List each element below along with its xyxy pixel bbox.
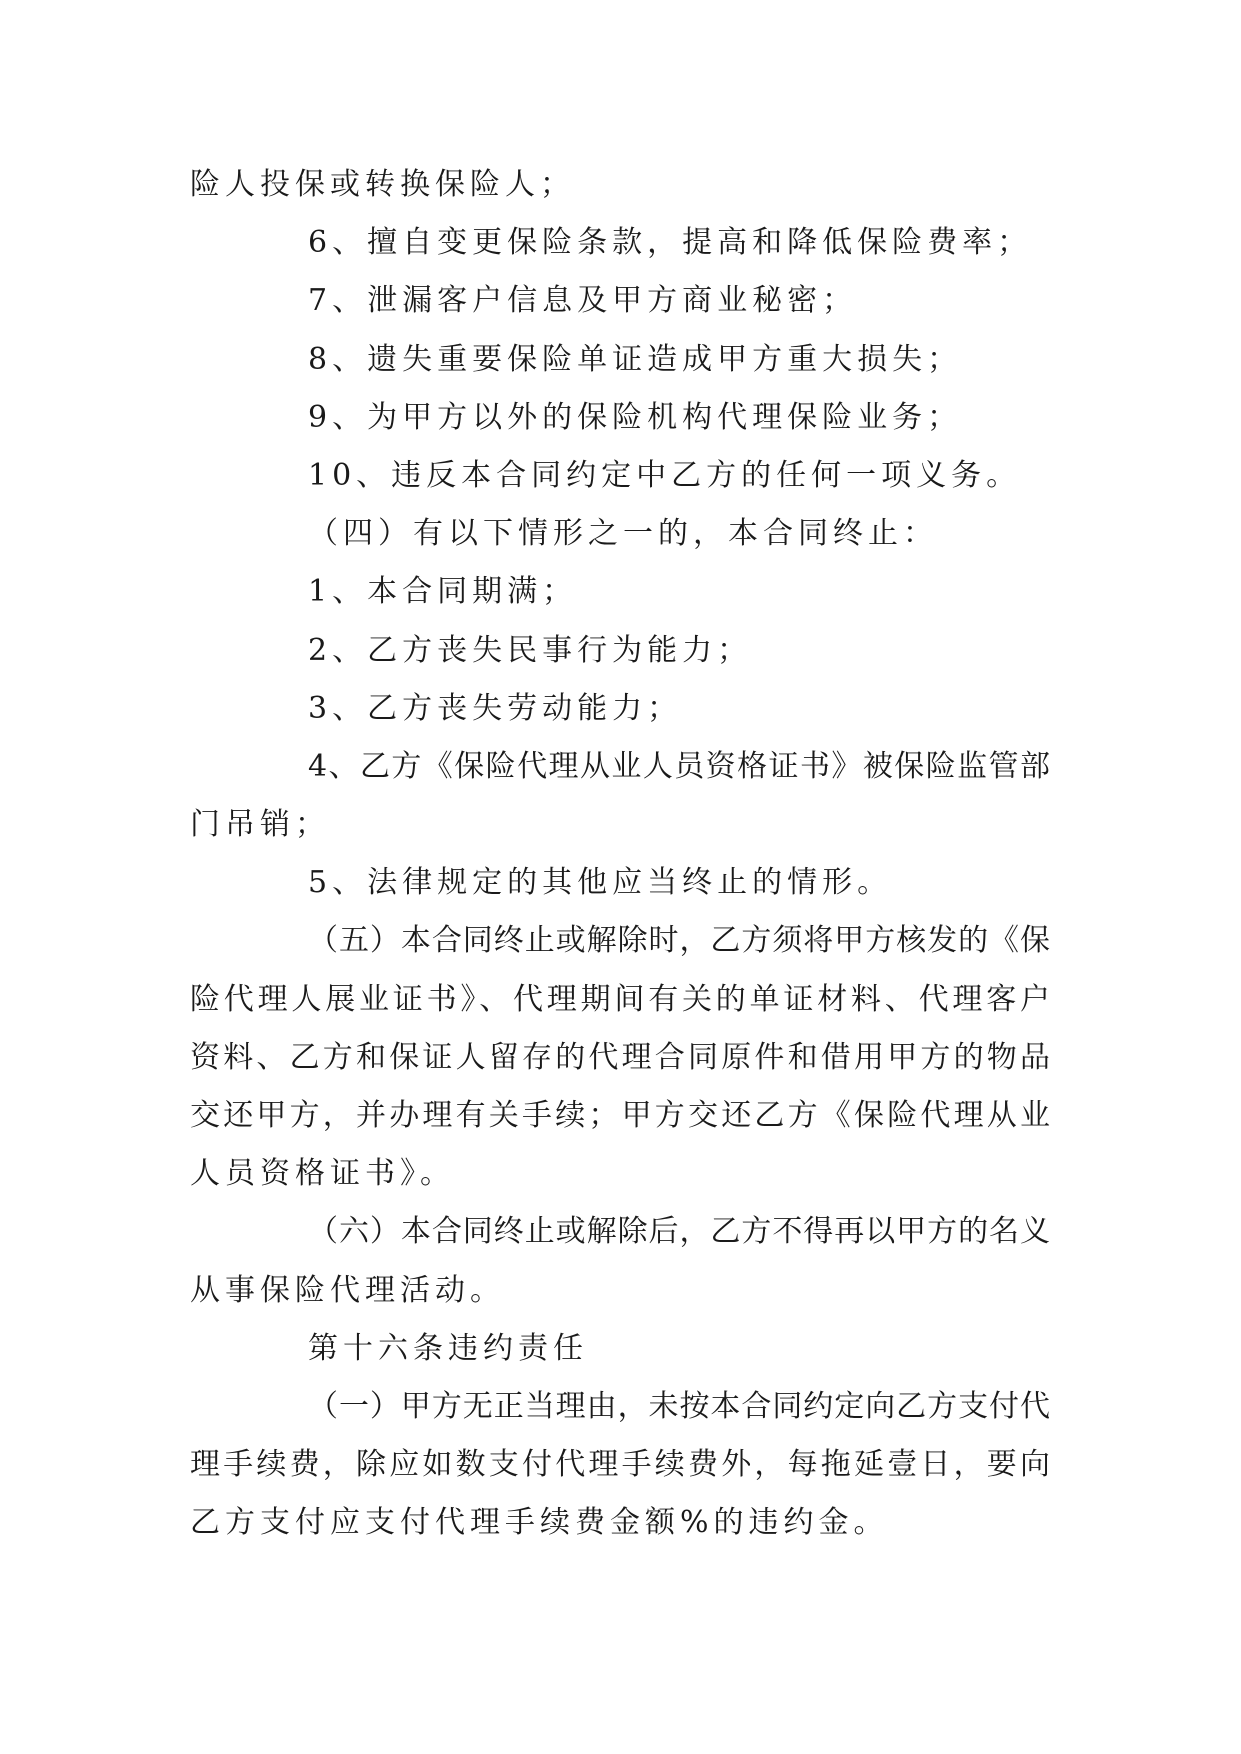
text-line: 1、本合同期满； [308, 574, 578, 610]
text-line: 8、遗失重要保险单证造成甲方重大损失； [308, 341, 963, 377]
text-line: 6、擅自变更保险条款，提高和降低保险费率； [308, 225, 1033, 261]
text-line: 10、违反本合同约定中乙方的任何一项义务。 [308, 457, 1022, 493]
text-line: 9、为甲方以外的保险机构代理保险业务； [308, 399, 963, 435]
text-line: 7、泄漏客户信息及甲方商业秘密； [308, 283, 858, 319]
text-line: （五）本合同终止或解除时，乙方须将甲方核发的《保 [308, 923, 1050, 959]
text-line: 人员资格证书》。 [190, 1156, 455, 1192]
text-line: 交还甲方，并办理有关手续；甲方交还乙方《保险代理从业 [190, 1098, 1050, 1133]
text-line: 门吊销； [190, 807, 330, 843]
text-line: 乙方支付应支付代理手续费金额%的违约金。 [190, 1505, 889, 1541]
text-line: （六）本合同终止或解除后，乙方不得再以甲方的名义 [308, 1214, 1050, 1250]
text-line: 2、乙方丧失民事行为能力； [308, 632, 753, 668]
text-line: 理手续费，除应如数支付代理手续费外，每拖延壹日，要向 [190, 1447, 1050, 1483]
text-line: 第十六条违约责任 [308, 1330, 588, 1366]
text-line: 从事保险代理活动。 [190, 1272, 505, 1308]
document-body [190, 156, 1050, 1553]
text-line: 5、法律规定的其他应当终止的情形。 [308, 865, 893, 901]
text-line: （一）甲方无正当理由，未按本合同约定向乙方支付代 [308, 1388, 1050, 1424]
text-line: 险人投保或转换保险人； [190, 167, 575, 202]
text-line: 险代理人展业证书》、代理期间有关的单证材料、代理客户 [190, 981, 1050, 1017]
text-line: （四）有以下情形之一的，本合同终止： [308, 516, 938, 552]
text-line: 3、乙方丧失劳动能力； [308, 690, 683, 726]
text-line: 4、乙方《保险代理从业人员资格证书》被保险监管部 [308, 748, 1050, 784]
text-line: 资料、乙方和保证人留存的代理合同原件和借用甲方的物品 [190, 1039, 1050, 1075]
